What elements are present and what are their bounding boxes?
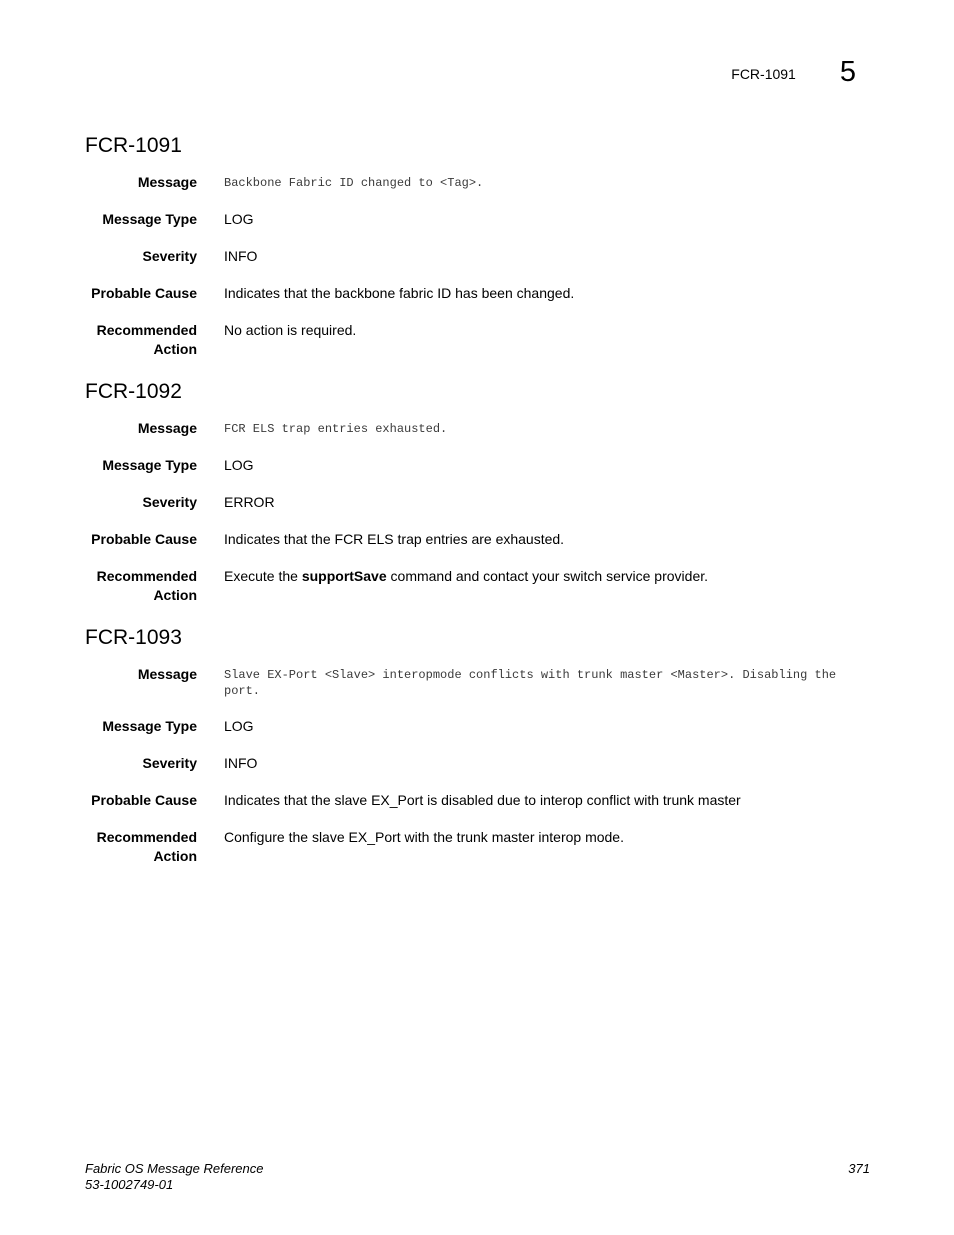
message-label: Message bbox=[137, 420, 197, 436]
probable-cause-row bbox=[85, 791, 875, 810]
probable-cause-value: Indicates that the FCR ELS trap entries are exhausted. bbox=[224, 531, 565, 547]
entry-heading: FCR-1092 bbox=[85, 380, 182, 403]
running-header bbox=[731, 56, 856, 88]
severity-label: Severity bbox=[142, 248, 197, 264]
message-row bbox=[85, 665, 875, 699]
entry-heading: FCR-1093 bbox=[85, 626, 182, 649]
probable-cause-value: Indicates that the backbone fabric ID has been changed. bbox=[224, 285, 575, 301]
message-type-row bbox=[85, 456, 875, 475]
probable-cause-label: Probable Cause bbox=[91, 531, 197, 547]
message-entry-fcr-1091 bbox=[85, 133, 875, 359]
recommended-action-label-line1: Recommended bbox=[96, 829, 197, 845]
page-number: 371 bbox=[848, 1161, 870, 1176]
severity-value: ERROR bbox=[224, 494, 275, 510]
message-type-row bbox=[85, 210, 875, 229]
severity-row bbox=[85, 493, 875, 512]
message-type-label: Message Type bbox=[102, 457, 197, 473]
recommended-action-row bbox=[85, 567, 875, 605]
chapter-number: 5 bbox=[839, 56, 856, 88]
message-value: Slave EX-Port <Slave> interopmode conflicts with trunk master <Master>. Disabling the port. bbox=[224, 668, 837, 698]
command-name: supportSave bbox=[301, 568, 387, 584]
running-header-id: FCR-1091 bbox=[731, 66, 796, 82]
recommended-action-label-line1: Recommended bbox=[96, 568, 197, 584]
recommended-action-label-line2: Action bbox=[153, 848, 197, 864]
message-label: Message bbox=[137, 666, 197, 682]
severity-label: Severity bbox=[142, 755, 197, 771]
severity-row bbox=[85, 247, 875, 266]
probable-cause-row bbox=[85, 530, 875, 549]
severity-value: INFO bbox=[224, 248, 258, 264]
message-entry-fcr-1092 bbox=[85, 379, 875, 605]
message-label: Message bbox=[137, 174, 197, 190]
page-footer bbox=[85, 1161, 870, 1193]
recommended-action-value: No action is required. bbox=[224, 322, 357, 338]
message-entry-fcr-1093 bbox=[85, 625, 875, 866]
recommended-action-prefix: Execute the bbox=[224, 568, 302, 584]
recommended-action-label bbox=[85, 828, 197, 866]
message-row bbox=[85, 173, 875, 192]
message-value: FCR ELS trap entries exhausted. bbox=[224, 422, 448, 436]
recommended-action-label bbox=[85, 321, 197, 359]
recommended-action-label-line1: Recommended bbox=[96, 322, 197, 338]
recommended-action-label bbox=[85, 567, 197, 605]
message-type-label: Message Type bbox=[102, 211, 197, 227]
message-value: Backbone Fabric ID changed to <Tag>. bbox=[224, 176, 484, 190]
probable-cause-value: Indicates that the slave EX_Port is disabled due to interop conflict with trunk master bbox=[224, 792, 741, 808]
message-type-value: LOG bbox=[224, 718, 254, 734]
message-type-value: LOG bbox=[224, 211, 254, 227]
entry-heading: FCR-1091 bbox=[85, 134, 182, 157]
recommended-action-value: Configure the slave EX_Port with the trunk master interop mode. bbox=[224, 829, 624, 845]
probable-cause-label: Probable Cause bbox=[91, 792, 197, 808]
recommended-action-row bbox=[85, 828, 875, 866]
message-type-label: Message Type bbox=[102, 718, 197, 734]
message-type-row bbox=[85, 717, 875, 736]
recommended-action-label-line2: Action bbox=[153, 587, 197, 603]
severity-row bbox=[85, 754, 875, 773]
probable-cause-label: Probable Cause bbox=[91, 285, 197, 301]
recommended-action-suffix: command and contact your switch service provider. bbox=[386, 568, 709, 584]
page-content bbox=[85, 133, 875, 886]
footer-doc-title: Fabric OS Message Reference bbox=[85, 1161, 264, 1176]
severity-label: Severity bbox=[142, 494, 197, 510]
probable-cause-row bbox=[85, 284, 875, 303]
recommended-action-row bbox=[85, 321, 875, 359]
message-type-value: LOG bbox=[224, 457, 254, 473]
footer-doc-number: 53-1002749-01 bbox=[85, 1177, 174, 1192]
recommended-action-value bbox=[224, 567, 875, 586]
recommended-action-label-line2: Action bbox=[153, 341, 197, 357]
severity-value: INFO bbox=[224, 755, 258, 771]
message-row bbox=[85, 419, 875, 438]
